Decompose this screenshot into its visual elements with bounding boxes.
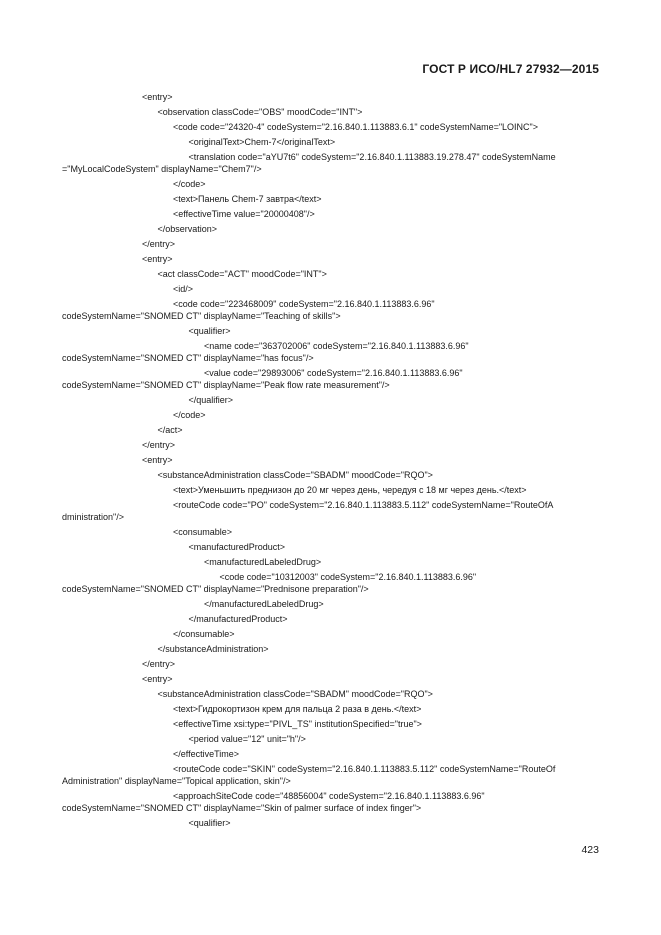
code-line-text: <substanceAdministration classCode="SBADM" moodCode="RQO"> <box>157 470 433 480</box>
code-line-text: </manufacturedProduct> <box>188 614 288 624</box>
code-line-text: <act classCode="ACT" moodCode="INT"> <box>157 269 327 279</box>
code-line-text: <code code="223468009" codeSystem="2.16.840.1.113883.6.96" <box>173 299 435 309</box>
code-line-text: </entry> <box>142 239 176 249</box>
code-line-text: <translation code="aYU7t6" codeSystem="2.16.840.1.113883.19.278.47" codeSystemName <box>188 152 556 162</box>
code-line-text: </substanceAdministration> <box>157 644 269 654</box>
code-line-text: <name code="363702006" codeSystem="2.16.840.1.113883.6.96" <box>204 341 469 351</box>
code-line-text: <qualifier> <box>188 818 231 828</box>
code-line-text: </entry> <box>142 440 176 450</box>
code-line-text: <entry> <box>142 254 173 264</box>
code-line-text: <value code="29893006" codeSystem="2.16.840.1.113883.6.96" <box>204 368 463 378</box>
code-line-continuation: dministration"/> <box>62 512 124 522</box>
code-line-text: <period value="12" unit="h"/> <box>188 734 306 744</box>
code-line-text: </consumable> <box>173 629 235 639</box>
code-line-text: </code> <box>173 410 206 420</box>
code-line-continuation: codeSystemName="SNOMED CT" displayName="Prednisone preparation"/> <box>62 584 369 594</box>
code-line-text: </observation> <box>157 224 218 234</box>
code-line-text: <effectiveTime xsi:type="PIVL_TS" institutionSpecified="true"> <box>173 719 422 729</box>
code-line-text: <manufacturedProduct> <box>188 542 286 552</box>
code-line-text: <observation classCode="OBS" moodCode="INT"> <box>157 107 363 117</box>
code-line-text: <entry> <box>142 92 173 102</box>
code-line-text: <originalText>Chem-7</originalText> <box>188 137 336 147</box>
code-line-text: <text>Панель Chem-7 завтра</text> <box>173 194 322 204</box>
code-line-text: <approachSiteCode code="48856004" codeSystem="2.16.840.1.113883.6.96" <box>173 791 485 801</box>
code-line-text: </code> <box>173 179 206 189</box>
code-line-text: <qualifier> <box>188 326 231 336</box>
code-line-text: <id/> <box>173 284 194 294</box>
page-number: 423 <box>581 844 599 856</box>
code-line-text: <code code="10312003" codeSystem="2.16.840.1.113883.6.96" <box>219 572 477 582</box>
code-line-text: <effectiveTime value="20000408"/> <box>173 209 315 219</box>
code-line-continuation: codeSystemName="SNOMED CT" displayName="has focus"/> <box>62 353 314 363</box>
code-line-text: </entry> <box>142 659 176 669</box>
code-line-text: <substanceAdministration classCode="SBADM" moodCode="RQO"> <box>157 689 433 699</box>
code-line-text: <consumable> <box>173 527 233 537</box>
code-line-continuation: codeSystemName="SNOMED CT" displayName="Teaching of skills"> <box>62 311 341 321</box>
code-line-text: <text>Уменьшить преднизон до 20 мг через день, чередуя с 18 мг через день.</text> <box>173 485 527 495</box>
code-line-continuation: codeSystemName="SNOMED CT" displayName="Peak flow rate measurement"/> <box>62 380 390 390</box>
code-line-text: <routeCode code="PO" codeSystem="2.16.840.1.113883.5.112" codeSystemName="RouteOfA <box>173 500 554 510</box>
document-header <box>422 62 599 76</box>
code-line-text: </act> <box>157 425 183 435</box>
code-line-text: <routeCode code="SKIN" codeSystem="2.16.840.1.113883.5.112" codeSystemName="RouteOf <box>173 764 556 774</box>
code-line-text: <entry> <box>142 674 173 684</box>
code-line-text: </qualifier> <box>188 395 234 405</box>
code-line-continuation: codeSystemName="SNOMED CT" displayName="Skin of palmer surface of index finger"> <box>62 803 422 813</box>
code-line-continuation: Administration" displayName="Topical application, skin"/> <box>62 776 291 786</box>
standard-title: ГОСТ Р ИСО/HL7 27932—2015 <box>422 62 599 76</box>
code-line-text: </effectiveTime> <box>173 749 240 759</box>
code-line-text: <text>Гидрокортизон крем для пальца 2 раза в день.</text> <box>173 704 422 714</box>
code-line-text: </manufacturedLabeledDrug> <box>204 599 324 609</box>
code-line-continuation: ="MyLocalCodeSystem" displayName="Chem7"/> <box>62 164 262 174</box>
code-line-text: <entry> <box>142 455 173 465</box>
code-line-text: <manufacturedLabeledDrug> <box>204 557 322 567</box>
code-line-text: <code code="24320-4" codeSystem="2.16.840.1.113883.6.1" codeSystemName="LOINC"> <box>173 122 538 132</box>
